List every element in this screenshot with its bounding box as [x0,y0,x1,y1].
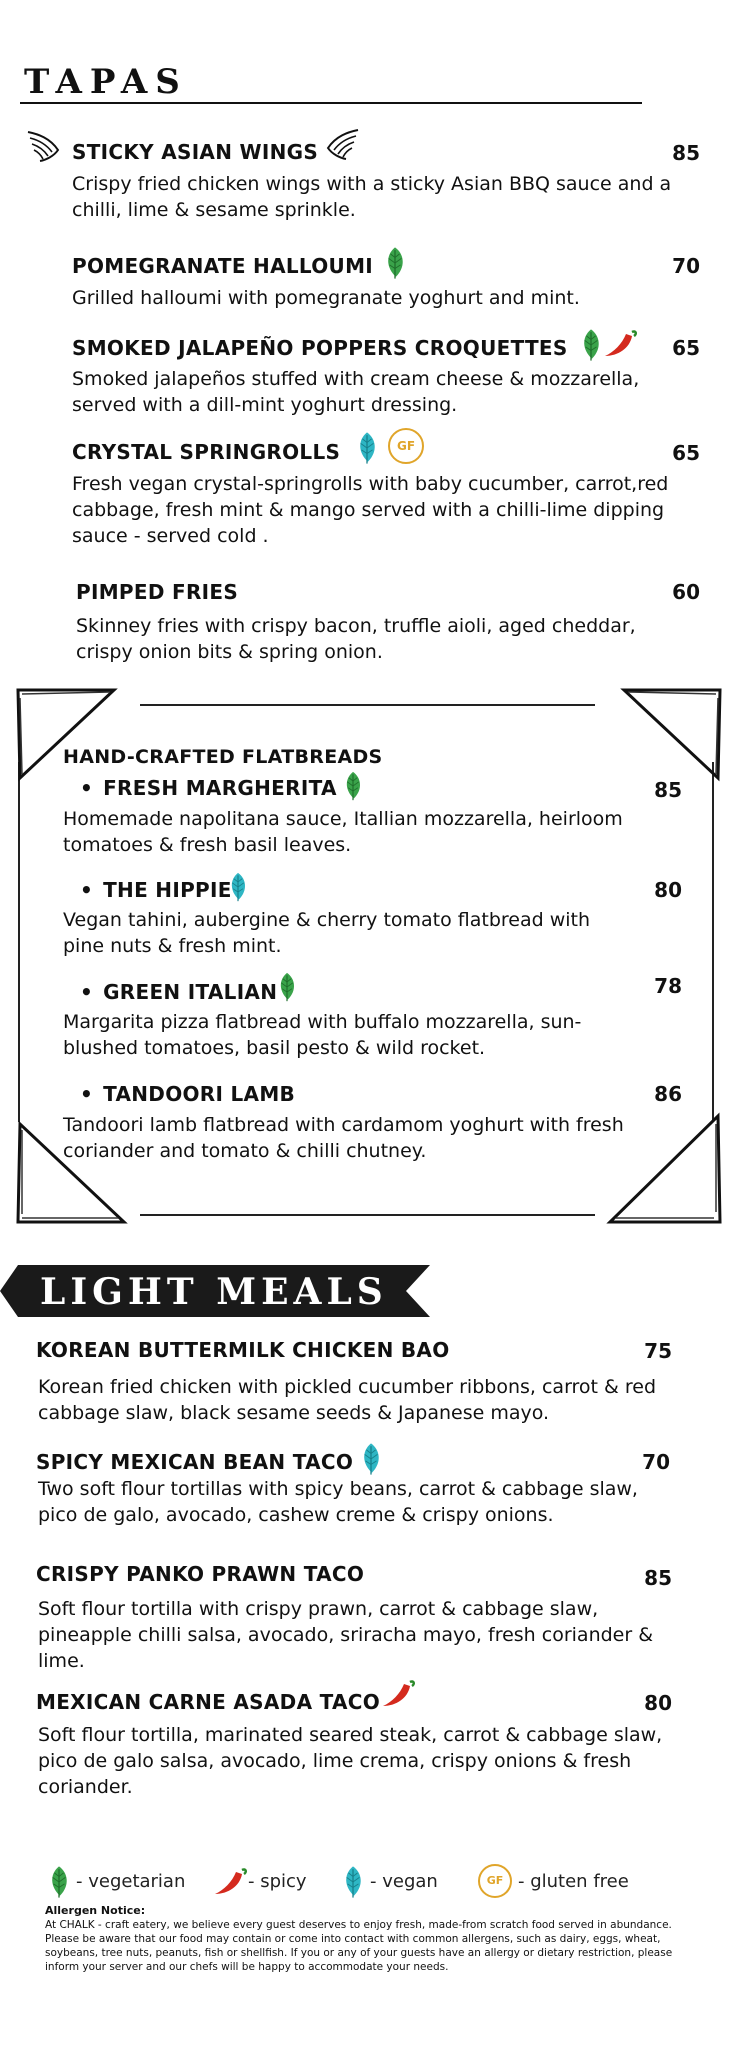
menu-item-description: Homemade napolitana sauce, Itallian mozzarella, heirloom tomatoes & fresh basil leaves. [63,808,623,856]
menu-item-name: SPICY MEXICAN BEAN TACO [36,1450,354,1474]
menu-item-price: 65 [672,336,700,360]
menu-item-price: 80 [644,1691,672,1715]
menu-item-name: KOREAN BUTTERMILK CHICKEN BAO [36,1338,450,1362]
vegetarian-leaf-icon [384,243,406,283]
menu-item-description: Two soft flour tortillas with spicy beans, carrot & cabbage slaw, pico de galo, avocado, cashew creme & crispy onions. [38,1478,638,1526]
menu-item-name: CRYSTAL SPRINGROLLS [72,440,341,464]
menu-item-name-text: GREEN ITALIAN [103,980,278,1004]
chilli-icon [380,1678,416,1708]
menu-item-description: Korean fried chicken with pickled cucumber ribbons, carrot & red cabbage slaw, black sesame seeds & Japanese mayo. [38,1376,657,1424]
menu-item-description: Margarita pizza flatbread with buffalo mozzarella, sun-blushed tomatoes, basil pesto & wild rocket. [63,1011,582,1059]
menu-item-name-text: TANDOORI LAMB [103,1082,296,1106]
menu-item-name-text: THE HIPPIE [103,878,232,902]
vegetarian-leaf-icon [580,325,602,365]
frame-corner-top-left [14,686,134,786]
menu-item-name: POMEGRANATE HALLOUMI [72,254,374,278]
menu-item-price: 65 [672,441,700,465]
menu-item-name: CRISPY PANKO PRAWN TACO [36,1562,365,1586]
gluten-free-icon: GF [478,1864,512,1898]
menu-item-name: • GREEN ITALIAN [80,980,278,1004]
chilli-icon [212,1866,248,1896]
frame-corner-top-right [604,686,724,786]
menu-item-price: 85 [654,778,682,802]
vegan-leaf-icon [228,869,248,905]
menu-item-price: 80 [654,878,682,902]
menu-item-name: MEXICAN CARNE ASADA TACO [36,1690,381,1714]
menu-item-name-text: FRESH MARGHERITA [103,776,337,800]
menu-item-price: 70 [642,1450,670,1474]
legend-gluten-free: - gluten free [518,1871,629,1892]
menu-item-name: • THE HIPPIE [80,878,232,902]
menu-item-price: 78 [654,974,682,998]
menu-item-description: Tandoori lamb flatbread with cardamom yoghurt with fresh coriander and tomato & chilli chutney. [63,1114,624,1162]
menu-item-description: Crispy fried chicken wings with a sticky Asian BBQ sauce and a chilli, lime & sesame sprinkle. [72,173,672,221]
tapas-underline [20,102,642,104]
menu-item-name: PIMPED FRIES [76,580,239,604]
chicken-wing-icon [322,126,362,162]
vegetarian-leaf-icon [343,768,363,804]
vegetarian-leaf-icon [48,1862,70,1902]
menu-item-name: • TANDOORI LAMB [80,1082,296,1106]
gluten-free-icon: GF [388,428,424,464]
vegan-leaf-icon [360,1439,382,1479]
flatbreads-title: HAND-CRAFTED FLATBREADS [63,746,383,768]
vegetarian-leaf-icon [277,969,297,1005]
menu-item-price: 75 [644,1339,672,1363]
legend-vegetarian: - vegetarian [76,1871,186,1892]
menu-item-name: STICKY ASIAN WINGS [72,140,319,164]
menu-item-description: Fresh vegan crystal-springrolls with baby cucumber, carrot,red cabbage, fresh mint & mango served with a chilli-lime dipping sauce - served cold . [72,473,669,547]
menu-item-name: SMOKED JALAPEÑO POPPERS CROQUETTES [72,336,568,360]
legend-spicy: - spicy [248,1871,307,1892]
menu-item-description: Soft flour tortilla, marinated seared steak, carrot & cabbage slaw, pico de galo salsa, avocado, lime crema, crispy onions & fresh coriander. [38,1724,663,1798]
legend-vegan: - vegan [370,1871,438,1892]
menu-item-description: Grilled halloumi with pomegranate yoghurt and mint. [72,287,580,309]
menu-item-description: Smoked jalapeños stuffed with cream cheese & mozzarella, served with a dill-mint yoghurt dressing. [72,368,640,416]
vegan-leaf-icon [342,1862,364,1902]
menu-item-name: • FRESH MARGHERITA [80,776,337,800]
chicken-wing-icon [24,128,64,164]
allergen-text: At CHALK - craft eatery, we believe every guest deserves to enjoy fresh, made-from scratch food served in abundance. Please be aware that our food may contain or come into contact with common allergens, such as dairy, eggs, wheat, soybeans, tree nuts, peanuts, fish or shellfish. If you or any of your guests have an allergy or dietary restriction, please inform your server and our chefs will be happy to accommodate your needs. [45,1919,673,1973]
chilli-icon [602,328,638,358]
tapas-title: TAPAS [24,62,188,102]
allergen-title: Allergen Notice: [45,1904,146,1917]
menu-item-description: Skinney fries with crispy bacon, truffle aioli, aged cheddar, crispy onion bits & spring onion. [76,615,636,663]
menu-item-price: 60 [672,580,700,604]
menu-item-price: 85 [672,141,700,165]
menu-item-price: 85 [644,1566,672,1590]
vegan-leaf-icon [356,428,378,468]
menu-item-price: 86 [654,1082,682,1106]
menu-item-description: Soft flour tortilla with crispy prawn, carrot & cabbage slaw, pineapple chilli salsa, avocado, sriracha mayo, fresh coriander & lime. [38,1598,654,1672]
menu-item-price: 70 [672,254,700,278]
light-meals-title: LIGHT MEALS [40,1271,388,1313]
menu-item-description: Vegan tahini, aubergine & cherry tomato flatbread with pine nuts & fresh mint. [63,909,591,957]
